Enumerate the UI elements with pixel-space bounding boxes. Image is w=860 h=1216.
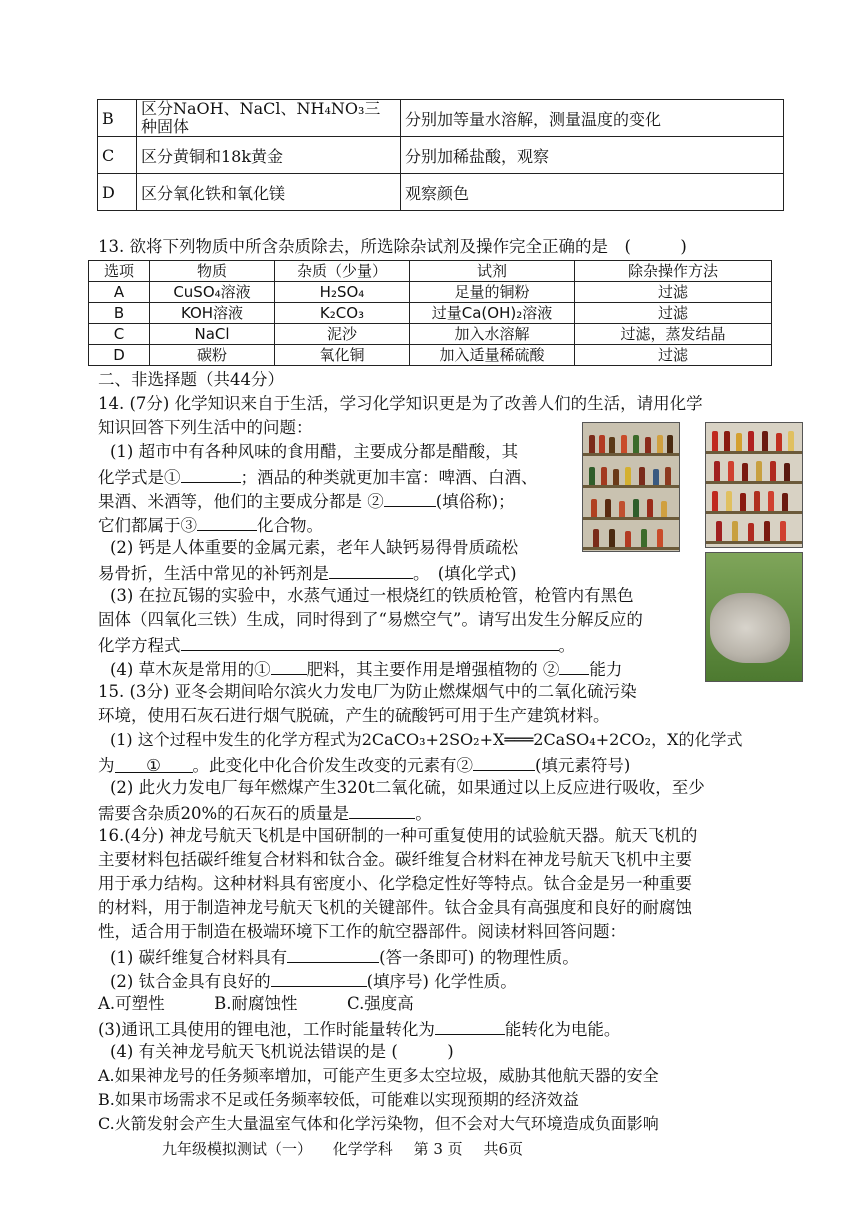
- answer-blank[interactable]: [197, 512, 257, 531]
- table-cell: B: [89, 303, 150, 324]
- table-cell: 碳粉: [150, 345, 275, 366]
- table-cell: 氧化铜: [275, 345, 410, 366]
- footer-subject: 化学学科: [332, 1140, 393, 1158]
- q14-part3-line3: [98, 632, 575, 658]
- q14-text: (4) 草木灰是常用的①: [110, 660, 271, 679]
- q15-text: (填元素符号): [535, 756, 631, 775]
- q16-part3: [98, 1016, 620, 1042]
- q14-stem: 14. (7分) 化学知识来自于生活，学习化学知识更是为了改善人们的生活，请用化学: [98, 394, 703, 413]
- table-cell: H₂SO₄: [275, 282, 410, 303]
- q16-passage-line: 用于承力结构。这种材料具有密度小、化学稳定性好等特点。钛合金是另一种重要: [98, 874, 692, 893]
- q15-part1-line2: [98, 752, 630, 778]
- section-heading: 二、非选择题（共44分）: [98, 370, 284, 389]
- page-footer: [162, 1138, 539, 1159]
- q14-part4: [110, 656, 622, 682]
- table-cell: D: [89, 345, 150, 366]
- target-cell: 区分黄铜和18k黄金: [137, 137, 401, 174]
- q14-part2-line2: [98, 560, 517, 586]
- footer-page: 第 3 页: [413, 1140, 463, 1158]
- q16-part1: [110, 944, 579, 970]
- blank-number: ①: [146, 756, 161, 775]
- q14-text: (填俗称)；: [435, 492, 515, 511]
- q16-option-a: A.如果神龙号的任务频率增加，可能产生更多太空垃圾，威胁其他航天器的安全: [98, 1066, 659, 1085]
- q14-text: 化学方程式: [98, 636, 181, 655]
- vinegar-shelf-photo: [582, 422, 680, 552]
- q16-text: 能转化为电能。: [504, 1020, 621, 1039]
- table-cell: KOH溶液: [150, 303, 275, 324]
- table-row: [89, 324, 772, 345]
- q16-passage-line: 16.(4分) 神龙号航天飞机是中国研制的一种可重复使用的试验航天器。航天飞机的: [98, 826, 698, 845]
- answer-blank[interactable]: [329, 560, 413, 579]
- q15-text: 为: [98, 756, 115, 775]
- answer-blank[interactable]: [435, 1016, 505, 1035]
- q16-passage-line: 性，适合用于制造在极端环境下工作的航空器部件。阅读材料回答问题：: [98, 922, 626, 941]
- q16-options: A.可塑性 B.耐腐蚀性 C.强度高: [98, 994, 414, 1013]
- table-row: [98, 100, 784, 137]
- q16-text: (2) 钛合金具有良好的: [110, 972, 271, 991]
- ash-pile: [710, 593, 790, 663]
- q14-text: ；酒品的种类就更加丰富：啤酒、白酒、: [240, 468, 538, 487]
- q14-part2: (2) 钙是人体重要的金属元素，老年人缺钙易得骨质疏松: [110, 538, 519, 557]
- answer-blank[interactable]: [559, 656, 589, 675]
- table-cell: 足量的铜粉: [410, 282, 575, 303]
- method-cell: 分别加稀盐酸，观察: [401, 137, 784, 174]
- q16-part2: [110, 968, 517, 994]
- header-cell: 选项: [89, 261, 150, 282]
- table-cell: 加入水溶解: [410, 324, 575, 345]
- answer-blank[interactable]: [349, 800, 415, 819]
- q15-stem: 15. (3分) 亚冬会期间哈尔滨火力发电厂为防止燃煤烟气中的二氧化硫污染: [98, 682, 637, 701]
- q16-option-c: C.火箭发射会产生大量温室气体和化学污染物，但不会对大气环境造成负面影响: [98, 1114, 659, 1133]
- q16-option-b: B.如果市场需求不足或任务频率较低，可能难以实现预期的经济效益: [98, 1090, 579, 1109]
- header-cell: 物质: [150, 261, 275, 282]
- table-cell: 泥沙: [275, 324, 410, 345]
- table-header-row: [89, 261, 772, 282]
- question12-table: [97, 99, 784, 211]
- q14-text: 化学式是①: [98, 468, 181, 487]
- table-row: [89, 282, 772, 303]
- q16-text: (1) 碳纤维复合材料具有: [110, 948, 288, 967]
- option-cell: C: [98, 137, 137, 174]
- table-cell: A: [89, 282, 150, 303]
- target-cell: 区分氧化铁和氧化镁: [137, 174, 401, 211]
- footer-grade: 九年级模拟测试（一）: [162, 1140, 313, 1158]
- liquor-shelf-photo: [705, 422, 803, 548]
- answer-blank[interactable]: [181, 464, 241, 483]
- q16-text: (填序号) 化学性质。: [366, 972, 517, 991]
- header-cell: 除杂操作方法: [575, 261, 772, 282]
- table-cell: NaCl: [150, 324, 275, 345]
- q15-part2: (2) 此火力发电厂每年燃煤产生320t二氧化硫，如果通过以上反应进行吸收，至少: [110, 778, 705, 797]
- answer-blank[interactable]: [181, 632, 559, 651]
- answer-blank[interactable]: [115, 754, 193, 773]
- table-row: [98, 137, 784, 174]
- table-cell: CuSO₄溶液: [150, 282, 275, 303]
- q16-part4: (4) 有关神龙号航天飞机说法错误的是 ( ): [110, 1042, 454, 1061]
- answer-blank[interactable]: [287, 944, 379, 963]
- table-cell: C: [89, 324, 150, 345]
- q14-text: 能力: [589, 660, 623, 679]
- table-row: [98, 174, 784, 211]
- q14-text: 肥料，其主要作用是增强植物的 ②: [306, 660, 560, 679]
- q15-text: 。此变化中化合价发生改变的元素有②: [192, 756, 473, 775]
- table-cell: 过滤: [575, 345, 772, 366]
- q15-stem-cont: 环境，使用石灰石进行烟气脱硫，产生的硫酸钙可用于生产建筑材料。: [98, 706, 610, 725]
- method-cell: 分别加等量水溶解，测量温度的变化: [401, 100, 784, 137]
- q14-text: 它们都属于③: [98, 516, 197, 535]
- table-cell: 过滤，蒸发结晶: [575, 324, 772, 345]
- q14-part1-line4: [98, 512, 323, 538]
- q14-text: 果酒、米酒等，他们的主要成分都是 ②: [98, 492, 384, 511]
- footer-total: 共6页: [483, 1140, 524, 1158]
- q16-passage-line: 主要材料包括碳纤维复合材料和钛合金。碳纤维复合材料在神龙号航天飞机中主要: [98, 850, 692, 869]
- answer-blank[interactable]: [271, 968, 367, 987]
- method-cell: 观察颜色: [401, 174, 784, 211]
- q14-text: 化合物。: [257, 516, 323, 535]
- q16-text: (答一条即可) 的物理性质。: [379, 948, 579, 967]
- q13-stem: 13. 欲将下列物质中所含杂质除去，所选除杂试剂及操作完全正确的是 ( ): [98, 237, 687, 256]
- q14-text: 易骨折，生活中常见的补钙剂是: [98, 564, 329, 583]
- table-row: [89, 303, 772, 324]
- q14-text: 。: [558, 636, 575, 655]
- q15-part2-line2: [98, 800, 432, 826]
- q15-text: 需要含杂质20%的石灰石的质量是: [98, 804, 350, 823]
- table-cell: 加入适量稀硫酸: [410, 345, 575, 366]
- q14-stem-cont: 知识回答下列生活中的问题：: [98, 418, 313, 437]
- q13-table: [88, 260, 772, 366]
- q14-part3-line2: 固体（四氧化三铁）生成，同时得到了“易燃空气”。请写出发生分解反应的: [98, 610, 643, 629]
- table-cell: 过量Ca(OH)₂溶液: [410, 303, 575, 324]
- table-cell: 过滤: [575, 303, 772, 324]
- answer-blank[interactable]: [384, 488, 436, 507]
- q14-part1-line2: [98, 464, 538, 490]
- q14-text: 。 (填化学式): [413, 564, 517, 583]
- table-cell: K₂CO₃: [275, 303, 410, 324]
- header-cell: 试剂: [410, 261, 575, 282]
- header-cell: 杂质（少量）: [275, 261, 410, 282]
- answer-blank[interactable]: [473, 752, 535, 771]
- answer-blank[interactable]: [271, 656, 307, 675]
- q16-passage-line: 的材料，用于制造神龙号航天飞机的关键部件。钛合金具有高强度和良好的耐腐蚀: [98, 898, 692, 917]
- option-cell: B: [98, 100, 137, 137]
- option-cell: D: [98, 174, 137, 211]
- q14-part1: (1) 超市中有各种风味的食用醋，主要成分都是醋酸，其: [110, 442, 519, 461]
- table-row: [89, 345, 772, 366]
- q14-part3: (3) 在拉瓦锡的实验中，水蒸气通过一根烧红的铁质枪管，枪管内有黑色: [110, 586, 634, 605]
- q14-part1-line3: [98, 488, 515, 514]
- table-cell: 过滤: [575, 282, 772, 303]
- target-cell: 区分NaOH、NaCl、NH₄NO₃三种固体: [137, 100, 401, 137]
- plant-ash-photo: [705, 552, 803, 682]
- q16-text: (3)通讯工具使用的锂电池，工作时能量转化为: [98, 1020, 435, 1039]
- q15-text: 。: [415, 804, 432, 823]
- q15-part1: (1) 这个过程中发生的化学方程式为2CaCO₃+2SO₂+X═══2CaSO₄+2CO₂，X的化学式: [110, 730, 743, 749]
